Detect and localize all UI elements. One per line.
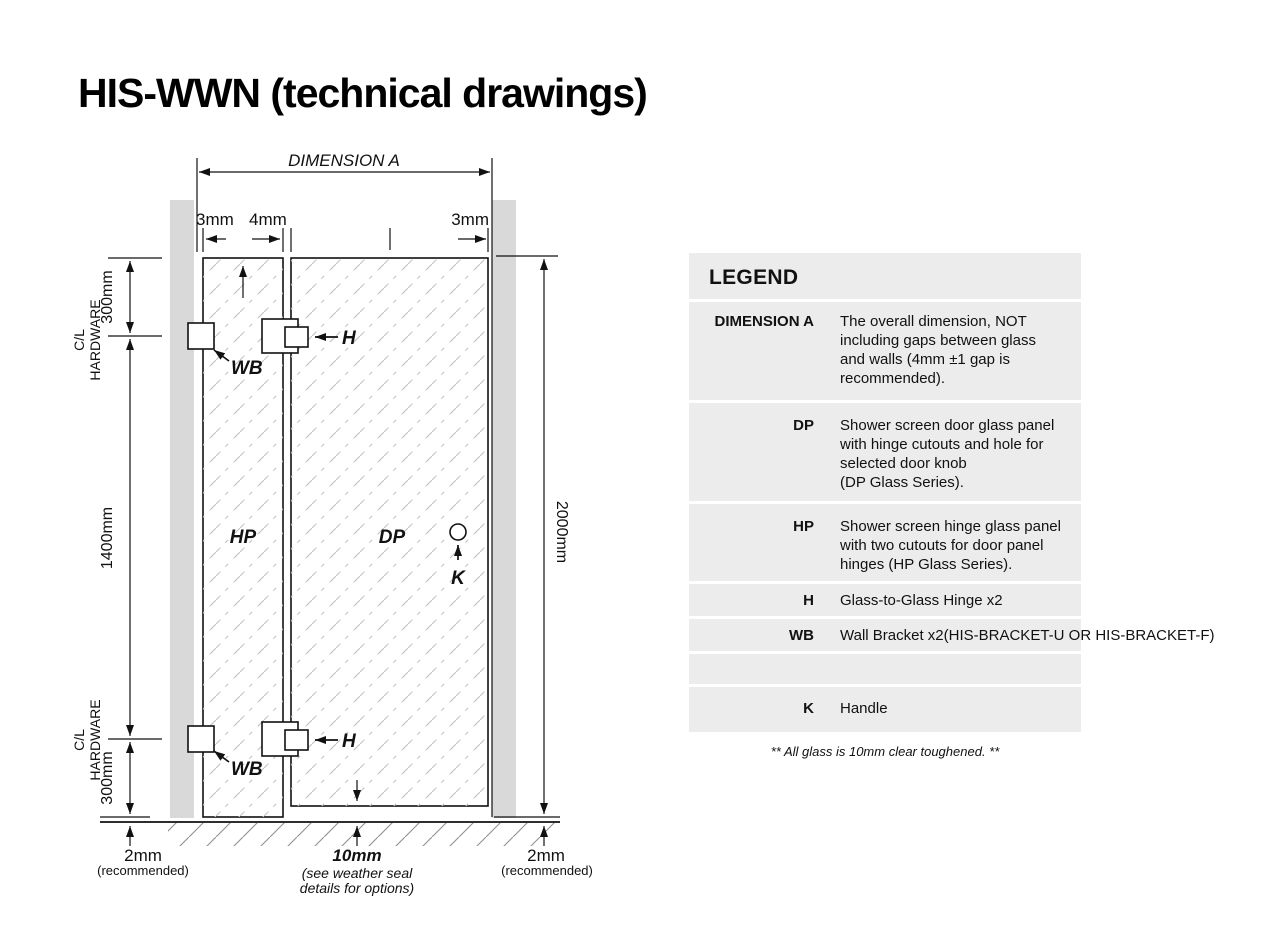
height-total-label: 2000mm: [553, 500, 570, 564]
legend-row: [689, 684, 1081, 732]
legend-desc: Wall Bracket x2(HIS-BRACKET-U OR HIS-BRACKET-F): [840, 627, 1215, 644]
wall-bracket-bottom-label: WB: [231, 759, 263, 780]
bottom-right-gap-label: 2mm: [527, 846, 565, 865]
legend-panel: [689, 253, 1215, 732]
bottom-center-gap-label: 10mm: [332, 846, 382, 865]
legend-row: [689, 400, 1081, 501]
legend-rows: [689, 299, 1215, 732]
floor-hatch: [168, 823, 556, 846]
hinge-bottom-label: H: [342, 731, 356, 752]
dimension-a-label: DIMENSION A: [288, 151, 400, 170]
legend-desc: Handle: [840, 700, 888, 717]
hw-bottom-offset-label: 300mm: [99, 751, 116, 805]
legend-row: [689, 299, 1081, 400]
legend-term: WB: [789, 627, 814, 644]
legend-row: [689, 651, 1081, 684]
legend-row: [689, 501, 1081, 581]
legend-term: DIMENSION A: [714, 313, 814, 330]
legend-term: [689, 654, 814, 684]
legend-desc: Glass-to-Glass Hinge x2: [840, 592, 1003, 609]
weather-seal-note-2: details for options): [299, 880, 415, 896]
cl-hardware-top-line2: HARDWARE: [87, 299, 103, 381]
bottom-left-gap-label: 2mm: [124, 846, 162, 865]
glass-footnote: ** All glass is 10mm clear toughened. **: [770, 744, 1000, 759]
hinge-top-label: H: [342, 328, 356, 349]
legend-title: LEGEND: [709, 266, 799, 289]
hw-span-label: 1400mm: [99, 506, 116, 570]
floor: [100, 817, 560, 846]
legend-term: H: [803, 592, 814, 609]
bottom-right-note: (recommended): [501, 863, 593, 878]
legend-desc: Shower screen hinge glass panel with two cutouts for door panel hinges (HP Glass Series).: [840, 518, 1061, 573]
legend-desc: Shower screen door glass panel with hinge cutouts and hole for selected door knob (DP Glass Series).: [840, 417, 1055, 491]
cl-hardware-bottom-line2: HARDWARE: [87, 699, 103, 781]
gap-mid-label: 4mm: [249, 210, 287, 229]
hinge-panel-label: HP: [229, 527, 257, 548]
knob-hole: [450, 524, 466, 540]
cl-hardware-bottom-line1: C/L: [71, 729, 87, 751]
gap-left-label: 3mm: [196, 210, 234, 229]
bottom-left-note: (recommended): [97, 863, 189, 878]
top-gap-dimensions: [196, 210, 489, 252]
door-panel-label: DP: [378, 527, 406, 548]
technical-drawing: [60, 140, 660, 940]
hw-top-offset-label: 300mm: [99, 270, 116, 324]
legend-desc: The overall dimension, NOT including gaps between glass and walls (4mm ±1 gap is recommended).: [840, 313, 1036, 387]
handle-label: K: [451, 568, 465, 589]
page-title: HIS-WWN (technical drawings): [78, 70, 647, 116]
legend-term: DP: [793, 417, 814, 434]
legend-term: HP: [793, 518, 814, 535]
left-dimensions: [71, 258, 162, 814]
gap-right-label: 3mm: [451, 210, 489, 229]
cl-hardware-top-line1: C/L: [71, 329, 87, 351]
wall-bracket-top-label: WB: [231, 358, 263, 379]
legend-row: [689, 616, 1215, 651]
legend-row: [689, 581, 1081, 616]
weather-seal-note-1: (see weather seal: [301, 865, 413, 881]
legend-term: K: [803, 700, 814, 717]
wall-right: [492, 200, 516, 818]
